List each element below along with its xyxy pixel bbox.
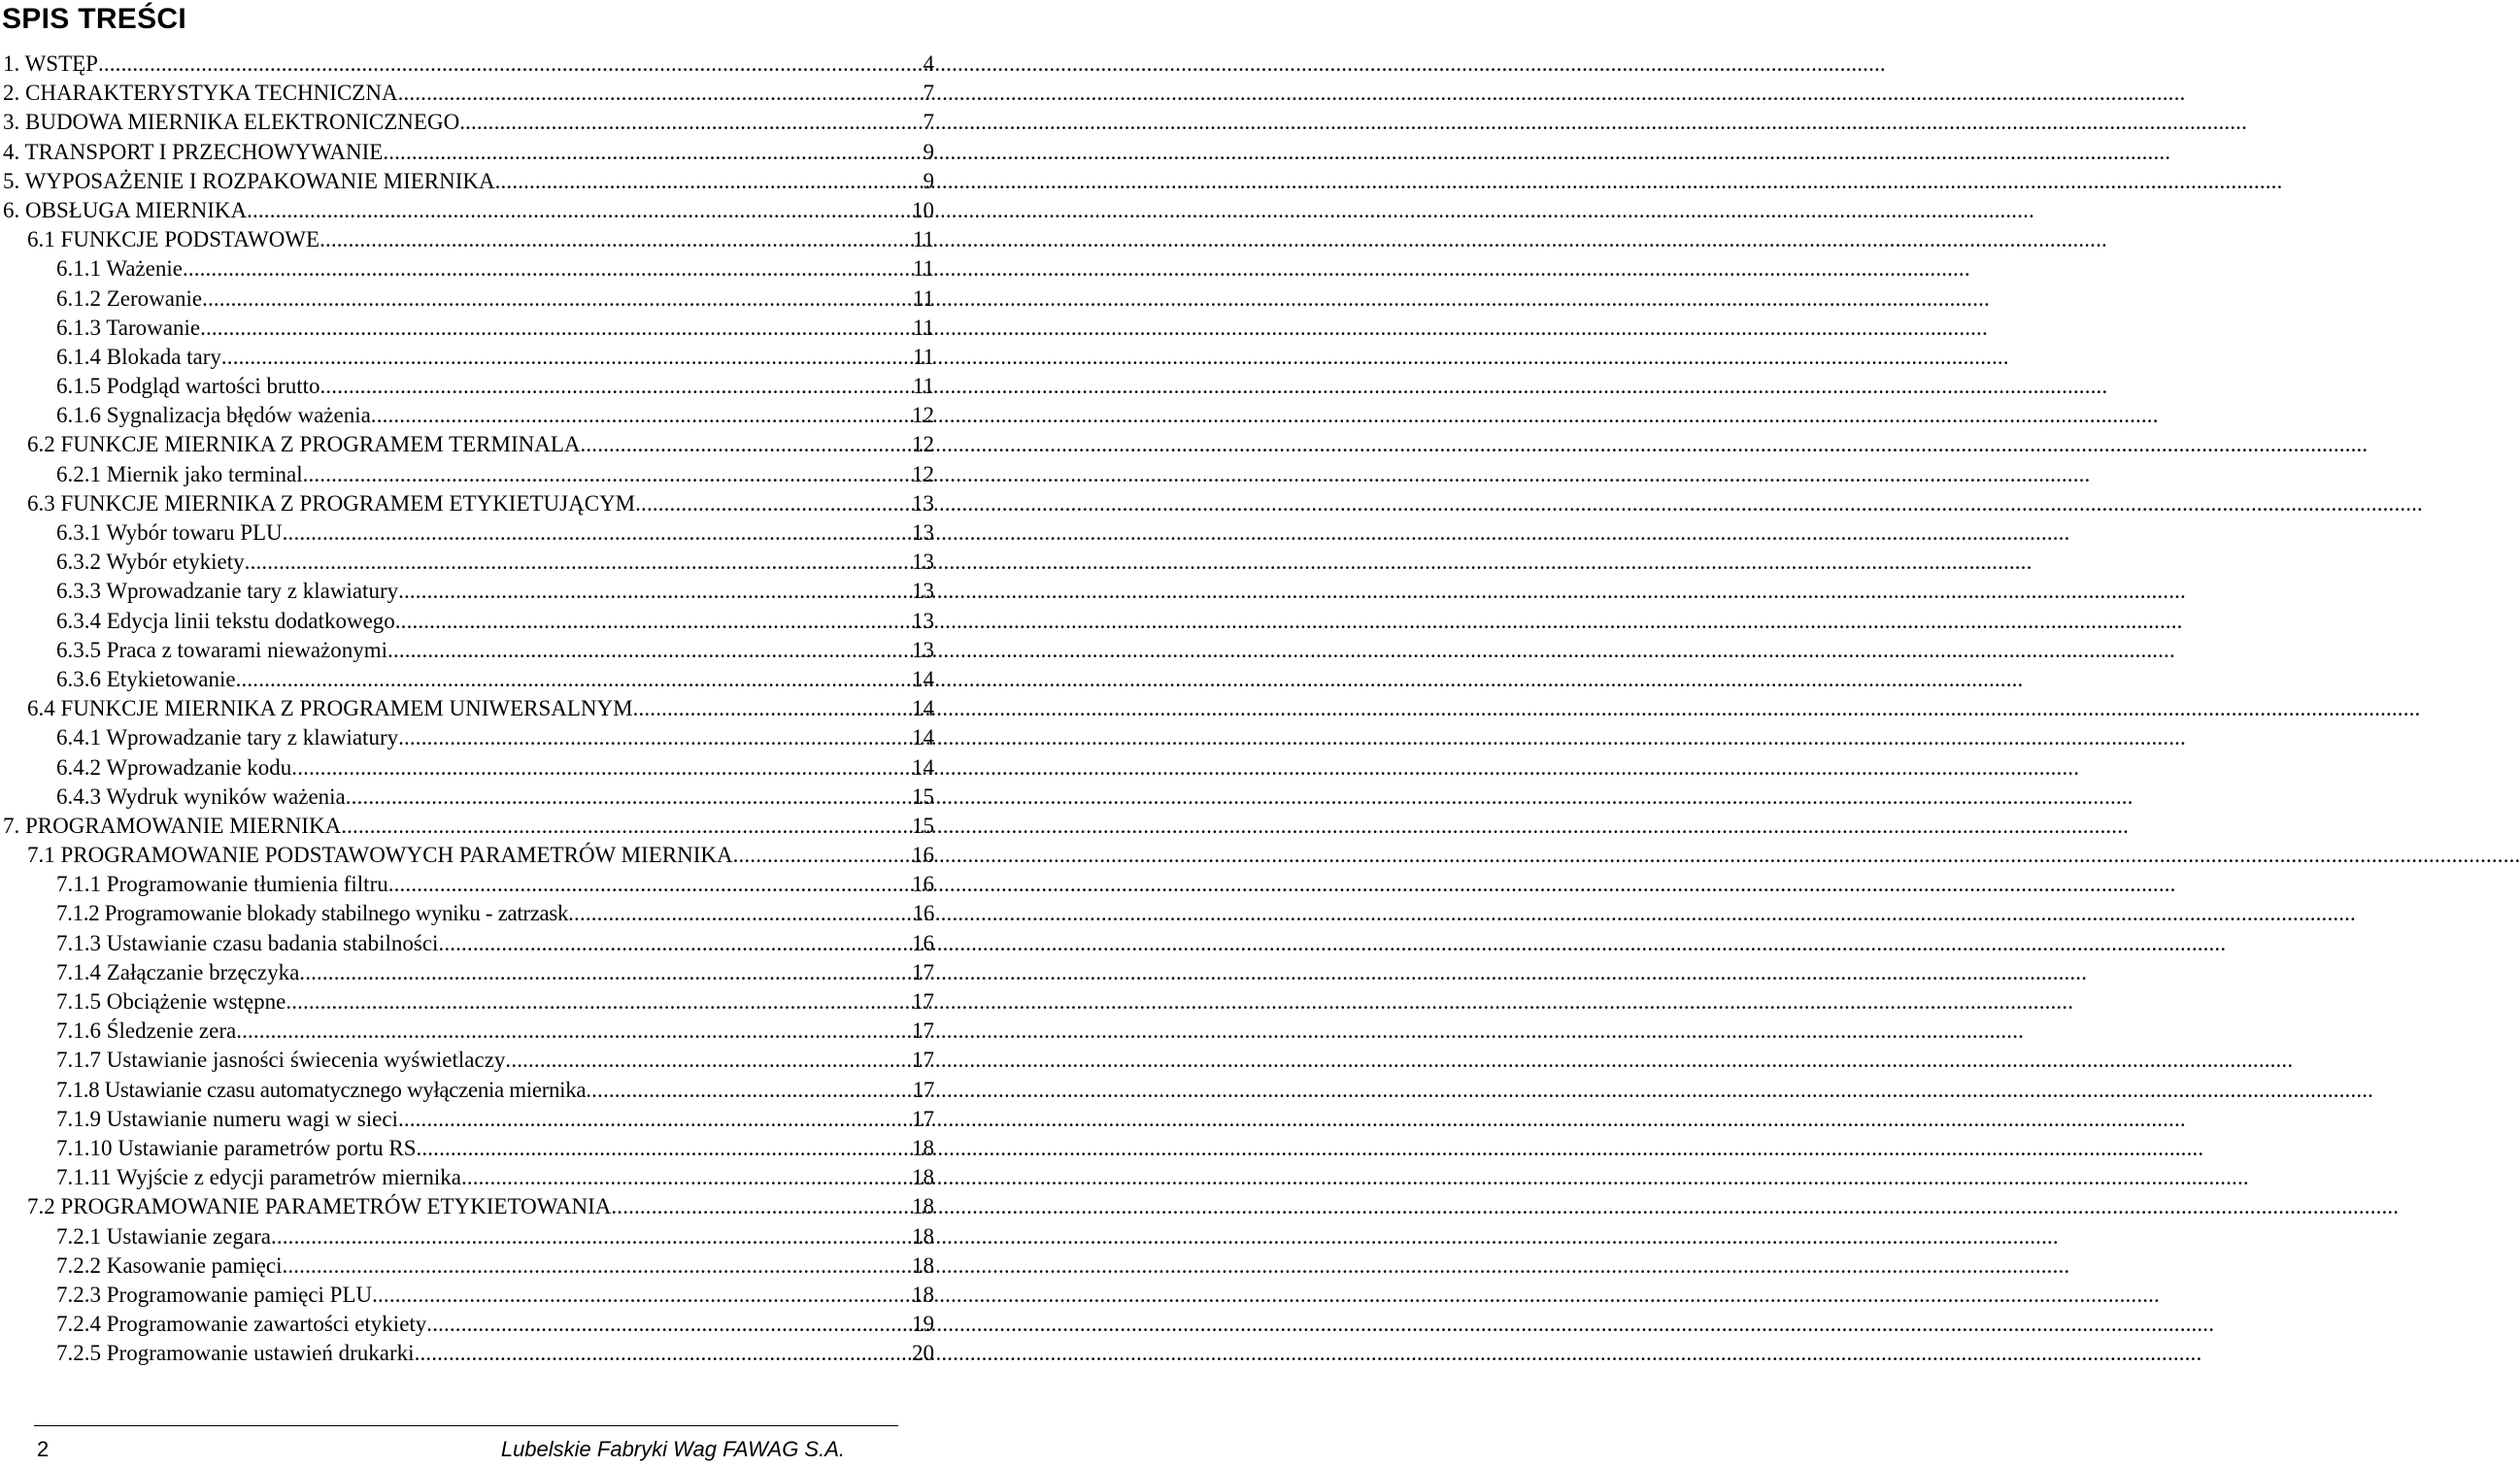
page-title: SPIS TREŚCI xyxy=(2,3,187,35)
toc-entry xyxy=(0,694,934,723)
toc-entry-page: 11 xyxy=(912,256,934,282)
toc-entry-label: 6.4.3 Wydruk wyników ważenia xyxy=(56,784,346,809)
toc-entry-label: 7.1.8 Ustawianie czasu automatycznego wyłączenia miernika xyxy=(56,1077,587,1102)
toc-dot-leader xyxy=(320,372,913,401)
toc-entry-page: 9 xyxy=(923,168,934,193)
toc-entry-label: 7.1.10 Ustawianie parametrów portu RS xyxy=(56,1135,417,1160)
toc-entry-page: 15 xyxy=(912,813,934,838)
toc-entry xyxy=(0,1017,934,1046)
toc-dot-leader xyxy=(236,1017,912,1046)
toc-dot-leader xyxy=(398,1105,912,1134)
toc-entry xyxy=(0,1046,934,1075)
toc-entry-page: 18 xyxy=(912,1282,934,1307)
toc-entry xyxy=(0,401,934,430)
toc-dot-leader xyxy=(372,1281,912,1310)
toc-dot-leader xyxy=(282,1251,912,1281)
toc-entry-label: 7.1.5 Obciążenie wstępne xyxy=(56,989,286,1014)
toc-entry-page: 13 xyxy=(912,637,934,662)
toc-entry-page: 13 xyxy=(912,490,934,516)
toc-entry-label: 7.2.3 Programowanie pamięci PLU xyxy=(56,1282,373,1307)
toc-entry-label: 6.1.5 Podgląd wartości brutto xyxy=(56,374,320,399)
toc-entry-page: 14 xyxy=(912,696,934,721)
toc-entry xyxy=(0,1251,934,1281)
toc-entry xyxy=(0,841,934,870)
toc-dot-leader xyxy=(568,899,913,928)
toc-entry xyxy=(0,196,934,225)
toc-entry xyxy=(0,372,934,401)
toc-entry-page: 11 xyxy=(912,374,934,399)
toc-entry xyxy=(0,225,934,254)
toc-entry-page: 12 xyxy=(912,432,934,457)
toc-entry-label: 6.3.2 Wybór etykiety xyxy=(56,550,245,575)
footer-divider xyxy=(34,1425,898,1426)
toc-entry-page: 20 xyxy=(912,1341,934,1366)
toc-entry-page: 19 xyxy=(912,1312,934,1337)
toc-entry-label: 6.1.2 Zerowanie xyxy=(56,285,203,311)
toc-entry xyxy=(0,1192,934,1221)
toc-dot-leader xyxy=(291,753,912,783)
toc-entry-page: 17 xyxy=(912,1018,934,1044)
toc-entry xyxy=(0,1339,934,1368)
toc-dot-leader xyxy=(733,841,912,870)
toc-dot-leader xyxy=(183,254,913,283)
toc-entry-page: 11 xyxy=(912,227,934,252)
toc-dot-leader xyxy=(346,783,912,812)
toc-entry-label: 6.4.1 Wprowadzanie tary z klawiatury xyxy=(56,725,399,750)
toc-entry-label: 7.1.2 Programowanie blokady stabilnego wyniku - zatrzask xyxy=(56,901,569,926)
toc-entry xyxy=(0,812,934,841)
toc-entry xyxy=(0,1281,934,1310)
toc-entry-label: 6.1.6 Sygnalizacja błędów ważenia xyxy=(56,403,371,428)
toc-entry-page: 7 xyxy=(923,81,934,106)
toc-entry-label: 6.1.3 Tarowanie xyxy=(56,315,201,340)
toc-entry-label: 6.1 FUNKCJE PODSTAWOWE xyxy=(27,227,320,252)
toc-entry-label: 6.1.1 Ważenie xyxy=(56,256,183,282)
toc-entry xyxy=(0,284,934,314)
toc-entry-page: 17 xyxy=(912,1048,934,1073)
toc-entry xyxy=(0,79,934,108)
toc-entry-page: 18 xyxy=(912,1194,934,1219)
toc-entry xyxy=(0,50,934,79)
toc-entry-label: 7.1.9 Ustawianie numeru wagi w sieci xyxy=(56,1106,398,1131)
toc-entry-page: 18 xyxy=(912,1252,934,1278)
toc-entry xyxy=(0,929,934,958)
toc-entry xyxy=(0,577,934,606)
toc-entry-label: 2. CHARAKTERYSTYKA TECHNICZNA xyxy=(3,81,398,106)
toc-entry-label: 7.2.4 Programowanie zawartości etykiety xyxy=(56,1312,427,1337)
toc-dot-leader xyxy=(383,138,923,167)
toc-dot-leader xyxy=(426,1310,912,1339)
toc-entry xyxy=(0,460,934,489)
toc-entry-label: 7.2.5 Programowanie ustawień drukarki xyxy=(56,1341,415,1366)
toc-entry xyxy=(0,665,934,694)
toc-entry-page: 4 xyxy=(923,51,934,76)
toc-dot-leader xyxy=(611,1192,912,1221)
toc-entry xyxy=(0,1163,934,1192)
toc-entry-page: 17 xyxy=(912,1077,934,1102)
toc-entry-page: 17 xyxy=(912,1106,934,1131)
toc-entry-page: 14 xyxy=(912,754,934,780)
toc-dot-leader xyxy=(581,430,913,459)
toc-entry xyxy=(0,607,934,636)
toc-entry xyxy=(0,167,934,196)
toc-entry-label: 1. WSTĘP xyxy=(3,51,98,76)
toc-entry xyxy=(0,489,934,518)
toc-dot-leader xyxy=(586,1076,912,1105)
toc-entry-label: 6.3 FUNKCJE MIERNIKA Z PROGRAMEM ETYKIETUJĄCYM xyxy=(27,490,636,516)
toc-entry-page: 13 xyxy=(912,579,934,604)
toc-dot-leader xyxy=(341,812,912,841)
toc-dot-leader xyxy=(271,1222,912,1251)
toc-dot-leader xyxy=(398,723,912,752)
toc-dot-leader xyxy=(221,343,913,372)
toc-dot-leader xyxy=(319,225,913,254)
toc-dot-leader xyxy=(415,1339,912,1368)
toc-dot-leader xyxy=(398,79,924,108)
toc-entry xyxy=(0,1134,934,1163)
toc-entry-label: 6.3.5 Praca z towarami nieważonymi xyxy=(56,637,388,662)
toc-entry-page: 16 xyxy=(912,872,934,897)
toc-entry-page: 9 xyxy=(923,139,934,164)
toc-dot-leader xyxy=(438,929,912,958)
toc-entry xyxy=(0,636,934,665)
toc-entry-page: 18 xyxy=(912,1223,934,1249)
toc-entry-page: 11 xyxy=(912,315,934,340)
toc-entry xyxy=(0,870,934,899)
toc-entry-page: 15 xyxy=(912,784,934,809)
toc-entry-label: 6.2.1 Miernik jako terminal xyxy=(56,461,303,486)
toc-entry-label: 6. OBSŁUGA MIERNIKA xyxy=(3,197,248,222)
toc-entry-page: 12 xyxy=(912,461,934,486)
toc-entry-label: 6.3.1 Wybór towaru PLU xyxy=(56,520,283,545)
toc-entry-label: 6.3.4 Edycja linii tekstu dodatkowego xyxy=(56,608,395,633)
toc-entry-label: 7.1.4 Załączanie brzęczyka xyxy=(56,959,300,984)
toc-entry-label: 6.4 FUNKCJE MIERNIKA Z PROGRAMEM UNIWERSALNYM xyxy=(27,696,633,721)
toc-entry-page: 18 xyxy=(912,1165,934,1190)
toc-entry-label: 7.1 PROGRAMOWANIE PODSTAWOWYCH PARAMETRÓW MIERNIKA xyxy=(27,843,733,868)
toc-entry-label: 7.2.2 Kasowanie pamięci xyxy=(56,1252,283,1278)
toc-entry-label: 7.1.3 Ustawianie czasu badania stabilności xyxy=(56,930,439,955)
toc-dot-leader xyxy=(635,489,912,518)
toc-entry xyxy=(0,723,934,752)
toc-entry-page: 18 xyxy=(912,1135,934,1160)
toc-entry xyxy=(0,430,934,459)
toc-entry-label: 7.1.6 Śledzenie zera xyxy=(56,1018,237,1044)
toc-dot-leader xyxy=(299,958,912,987)
toc-entry-page: 11 xyxy=(912,344,934,369)
toc-entry-label: 7.2.1 Ustawianie zegara xyxy=(56,1223,271,1249)
toc-dot-leader xyxy=(416,1134,912,1163)
toc-entry xyxy=(0,314,934,343)
toc-entry xyxy=(0,958,934,987)
toc-entry-page: 16 xyxy=(912,843,934,868)
toc-dot-leader xyxy=(505,1046,912,1075)
toc-entry xyxy=(0,138,934,167)
toc-dot-leader xyxy=(461,1163,912,1192)
toc-entry xyxy=(0,1105,934,1134)
toc-entry-label: 7.2 PROGRAMOWANIE PARAMETRÓW ETYKIETOWANIA xyxy=(27,1194,612,1219)
toc-entry-label: 7.1.1 Programowanie tłumienia filtru xyxy=(56,872,388,897)
toc-entry-page: 17 xyxy=(912,959,934,984)
toc-entry xyxy=(0,254,934,283)
toc-entry xyxy=(0,987,934,1017)
toc-dot-leader xyxy=(98,50,924,79)
toc-dot-leader xyxy=(495,167,924,196)
toc-entry-page: 11 xyxy=(912,285,934,311)
toc-dot-leader xyxy=(459,108,923,137)
toc-entry-label: 7.1.7 Ustawianie jasności świecenia wyświetlaczy xyxy=(56,1048,506,1073)
toc-dot-leader xyxy=(200,314,913,343)
toc-entry-label: 5. WYPOSAŻENIE I ROZPAKOWANIE MIERNIKA xyxy=(3,168,495,193)
toc-entry-page: 14 xyxy=(912,725,934,750)
toc-entry xyxy=(0,899,934,928)
toc-dot-leader xyxy=(283,518,912,548)
toc-entry xyxy=(0,343,934,372)
toc-entry-page: 13 xyxy=(912,520,934,545)
toc-dot-leader xyxy=(303,460,912,489)
toc-entry-page: 13 xyxy=(912,608,934,633)
toc-dot-leader xyxy=(387,636,912,665)
toc-entry-label: 6.1.4 Blokada tary xyxy=(56,344,221,369)
toc-entry xyxy=(0,1310,934,1339)
toc-dot-leader xyxy=(395,607,912,636)
toc-entry-label: 6.3.6 Etykietowanie xyxy=(56,666,236,691)
toc-dot-leader xyxy=(633,694,912,723)
footer-page-number: 2 xyxy=(37,1437,50,1461)
toc-entry xyxy=(0,518,934,548)
toc-entry-page: 13 xyxy=(912,550,934,575)
toc-entry-label: 6.3.3 Wprowadzanie tary z klawiatury xyxy=(56,579,399,604)
toc-dot-leader xyxy=(398,577,912,606)
toc-entry-label: 7. PROGRAMOWANIE MIERNIKA xyxy=(3,813,342,838)
toc-dot-leader xyxy=(247,196,912,225)
toc-entry xyxy=(0,753,934,783)
footer-company-name: Lubelskie Fabryki Wag FAWAG S.A. xyxy=(500,1437,845,1461)
toc-entry-page: 16 xyxy=(912,901,934,926)
toc-entry xyxy=(0,1222,934,1251)
toc-entry-label: 6.4.2 Wprowadzanie kodu xyxy=(56,754,292,780)
toc-entry xyxy=(0,548,934,577)
toc-dot-leader xyxy=(371,401,912,430)
toc-dot-leader xyxy=(236,665,912,694)
toc-entry xyxy=(0,108,934,137)
toc-entry-label: 7.1.11 Wyjście z edycji parametrów miernika xyxy=(56,1165,461,1190)
table-of-contents xyxy=(0,50,934,1368)
toc-entry-page: 17 xyxy=(912,989,934,1014)
toc-entry-label: 4. TRANSPORT I PRZECHOWYWANIE xyxy=(3,139,384,164)
toc-entry-page: 14 xyxy=(912,666,934,691)
toc-entry-page: 16 xyxy=(912,930,934,955)
toc-dot-leader xyxy=(202,284,913,314)
toc-entry xyxy=(0,1076,934,1105)
toc-dot-leader xyxy=(388,870,912,899)
toc-entry-page: 12 xyxy=(912,403,934,428)
toc-dot-leader xyxy=(286,987,912,1017)
toc-entry-label: 6.2 FUNKCJE MIERNIKA Z PROGRAMEM TERMINALA xyxy=(27,432,581,457)
toc-entry-label: 3. BUDOWA MIERNIKA ELEKTRONICZNEGO xyxy=(3,110,460,135)
toc-entry-page: 10 xyxy=(912,197,934,222)
toc-entry xyxy=(0,783,934,812)
toc-entry-page: 7 xyxy=(923,110,934,135)
toc-dot-leader xyxy=(245,548,912,577)
